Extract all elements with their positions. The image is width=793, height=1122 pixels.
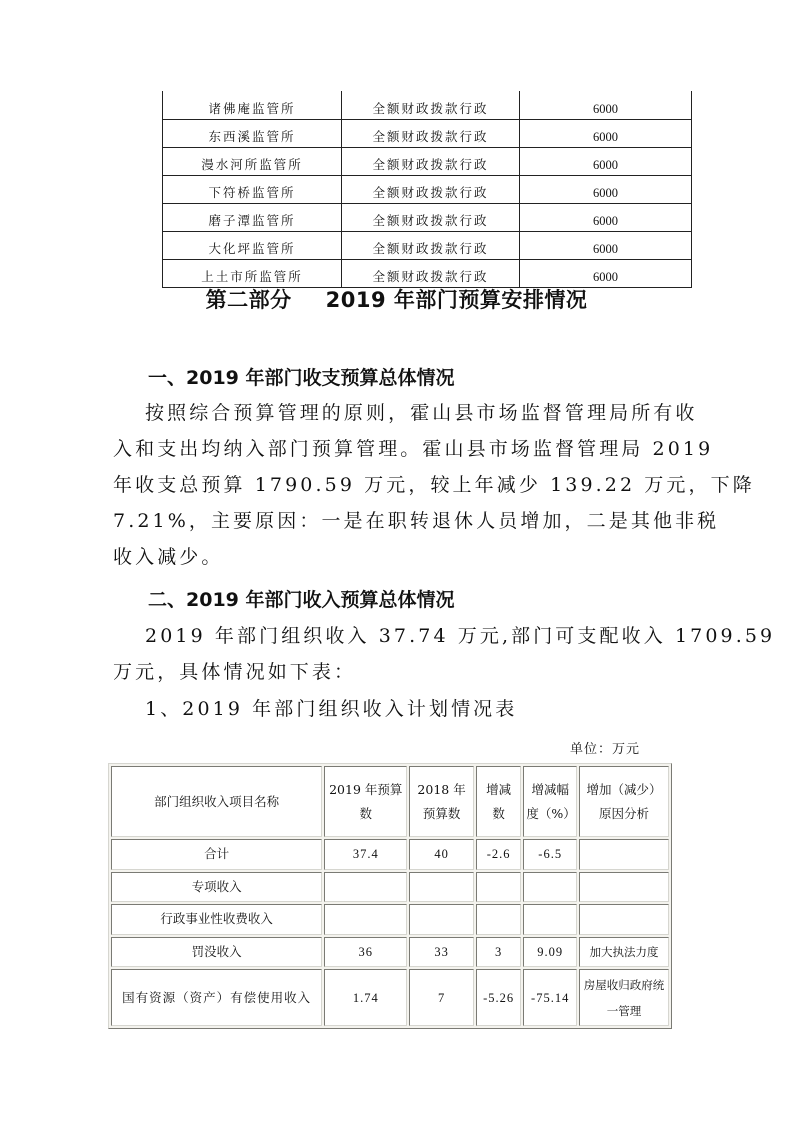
unit-name: 东西溪监管所 <box>163 120 342 148</box>
column-header: 增减幅度（%） <box>523 766 577 837</box>
budget-2018 <box>409 872 474 903</box>
budget-2019: 37.4 <box>324 839 407 870</box>
amount: 6000 <box>520 148 692 176</box>
paragraph-line: 7.21%，主要原因：一是在职转退休人员增加，二是其他非税 <box>113 510 720 532</box>
funding-type: 全额财政拨款行政 <box>342 232 520 260</box>
item-name: 合计 <box>111 839 322 870</box>
reason: 房屋收归政府统一管理 <box>579 969 669 1026</box>
amount: 6000 <box>520 204 692 232</box>
change-pct: -6.5 <box>523 839 577 870</box>
funding-type: 全额财政拨款行政 <box>342 176 520 204</box>
change-pct <box>523 904 577 935</box>
funding-type: 全额财政拨款行政 <box>342 260 520 288</box>
reason <box>579 904 669 935</box>
paragraph-line: 年收支总预算 1790.59 万元，较上年减少 139.22 万元，下降 <box>113 474 755 496</box>
column-header: 2018 年预算数 <box>409 766 474 837</box>
table-row <box>111 872 669 903</box>
unit-name: 诸佛庵监管所 <box>163 91 342 120</box>
column-header: 增减数 <box>476 766 521 837</box>
change-pct <box>523 872 577 903</box>
column-header: 增加（减少）原因分析 <box>579 766 669 837</box>
unit-name: 下符桥监管所 <box>163 176 342 204</box>
paragraph-line: 按照综合预算管理的原则，霍山县市场监督管理局所有收 <box>145 402 698 424</box>
table-header-row <box>111 766 669 837</box>
table-row <box>111 937 669 968</box>
unit-name: 磨子潭监管所 <box>163 204 342 232</box>
budget-2018: 33 <box>409 937 474 968</box>
item-name: 行政事业性收费收入 <box>111 904 322 935</box>
change: -2.6 <box>476 839 521 870</box>
budget-2018: 40 <box>409 839 474 870</box>
item-name: 罚没收入 <box>111 937 322 968</box>
amount: 6000 <box>520 176 692 204</box>
paragraph-line: 收入减少。 <box>113 546 224 568</box>
budget-2019 <box>324 904 407 935</box>
paragraph-line: 入和支出均纳入部门预算管理。霍山县市场监督管理局 2019 <box>113 438 714 460</box>
item-name: 国有资源（资产）有偿使用收入 <box>111 969 322 1026</box>
table-row <box>111 904 669 935</box>
change-pct: -75.14 <box>523 969 577 1026</box>
table-row <box>163 232 692 260</box>
table-row <box>163 91 692 120</box>
change: -5.26 <box>476 969 521 1026</box>
table-row <box>163 176 692 204</box>
table-row <box>163 120 692 148</box>
column-header: 部门组织收入项目名称 <box>111 766 322 837</box>
change <box>476 904 521 935</box>
table-row <box>111 839 669 870</box>
budget-2018: 7 <box>409 969 474 1026</box>
change: 3 <box>476 937 521 968</box>
unit-name: 漫水河所监管所 <box>163 148 342 176</box>
part-title <box>0 286 793 314</box>
funding-type: 全额财政拨款行政 <box>342 204 520 232</box>
table-row <box>163 204 692 232</box>
part-heading: 2019 年部门预算安排情况 <box>325 288 588 312</box>
reason <box>579 839 669 870</box>
part-label: 第二部分 <box>205 288 292 312</box>
unit-label: 单位：万元 <box>570 742 641 757</box>
funding-type: 全额财政拨款行政 <box>342 91 520 120</box>
supervision-unit-table <box>162 91 692 288</box>
change <box>476 872 521 903</box>
budget-2019: 36 <box>324 937 407 968</box>
budget-2018 <box>409 904 474 935</box>
section-heading: 二、2019 年部门收入预算总体情况 <box>148 589 455 611</box>
table-caption: 1、2019 年部门组织收入计划情况表 <box>145 698 518 720</box>
funding-type: 全额财政拨款行政 <box>342 120 520 148</box>
reason <box>579 872 669 903</box>
paragraph-line: 万元，具体情况如下表： <box>113 661 357 683</box>
table-row <box>163 148 692 176</box>
amount: 6000 <box>520 120 692 148</box>
budget-2019: 1.74 <box>324 969 407 1026</box>
table-row <box>111 969 669 1026</box>
unit-name: 上土市所监管所 <box>163 260 342 288</box>
amount: 6000 <box>520 260 692 288</box>
paragraph-line: 2019 年部门组织收入 37.74 万元,部门可支配收入 1709.59 <box>145 625 776 647</box>
funding-type: 全额财政拨款行政 <box>342 148 520 176</box>
budget-2019 <box>324 872 407 903</box>
unit-name: 大化坪监管所 <box>163 232 342 260</box>
change-pct: 9.09 <box>523 937 577 968</box>
amount: 6000 <box>520 232 692 260</box>
column-header: 2019 年预算数 <box>324 766 407 837</box>
item-name: 专项收入 <box>111 872 322 903</box>
income-plan-table <box>108 763 672 1029</box>
section-heading: 一、2019 年部门收支预算总体情况 <box>148 367 455 389</box>
reason: 加大执法力度 <box>579 937 669 968</box>
amount: 6000 <box>520 91 692 120</box>
table-row <box>163 260 692 288</box>
